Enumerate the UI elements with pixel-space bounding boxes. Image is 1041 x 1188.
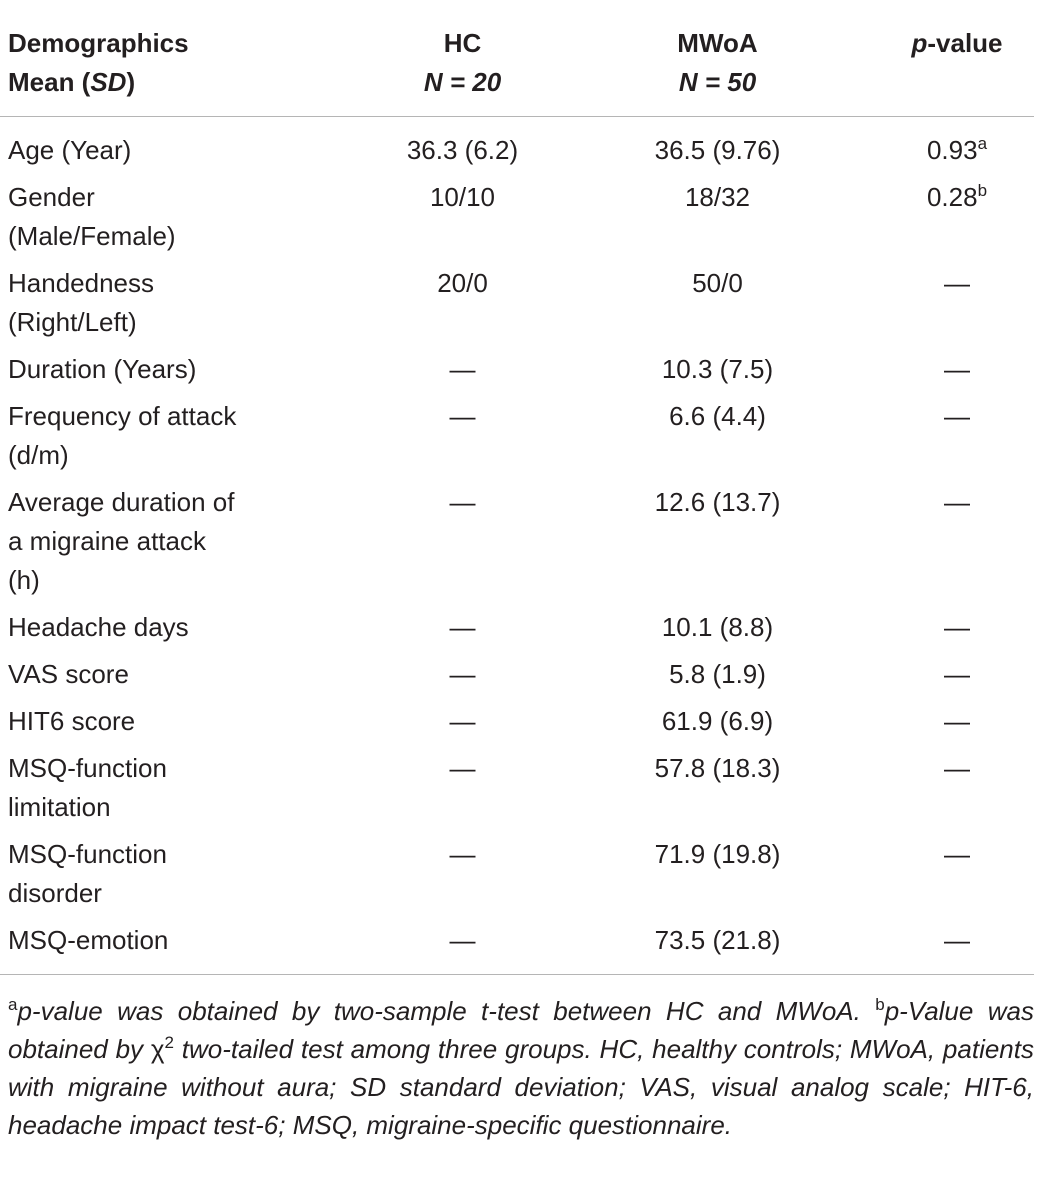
table-row [0, 835, 1034, 921]
row-label [0, 483, 370, 608]
cell-mwoa: 57.8 (18.3) [654, 753, 781, 783]
footnote-chi: χ [150, 1034, 165, 1064]
cell-mwoa: 73.5 (21.8) [555, 921, 880, 975]
cell-mwoa: 5.8 (1.9) [669, 659, 766, 689]
header-mwoa [555, 14, 880, 117]
header-hc-n-text: N = 20 [423, 67, 502, 97]
header-demographics-line1: Demographics [8, 28, 189, 58]
p-value-footnote-marker: a [977, 134, 988, 153]
cell-p-value [880, 835, 1034, 921]
cell-hc: 10/10 [429, 182, 496, 212]
header-p-value-line1 [880, 24, 1034, 63]
cell-mwoa: 36.5 (9.76) [654, 135, 781, 165]
table-row [0, 264, 1034, 350]
p-value-text: — [944, 753, 970, 783]
p-value-text: — [944, 925, 970, 955]
row-label [0, 921, 370, 975]
header-hc-line1: HC [443, 28, 482, 58]
p-value-text: — [944, 659, 970, 689]
cell-hc: — [449, 753, 476, 783]
header-hc [370, 14, 555, 117]
row-label-line: (Right/Left) [8, 307, 137, 337]
cell-mwoa: 61.9 (6.9) [661, 706, 774, 736]
header-demographics-line2 [8, 63, 370, 102]
table-footnote [8, 992, 1034, 1144]
p-value-text: — [944, 401, 970, 431]
header-hc-n [370, 63, 555, 102]
header-mwoa-n-text: N = 50 [678, 67, 757, 97]
row-label [0, 117, 370, 179]
header-mwoa-n [555, 63, 880, 102]
row-label-line: Average duration of [8, 487, 235, 517]
p-value-text: — [944, 839, 970, 869]
table-body [0, 117, 1034, 975]
header-sd: SD [90, 67, 127, 97]
table-row [0, 921, 1034, 975]
table-row [0, 655, 1034, 702]
cell-hc: — [449, 659, 476, 689]
row-label [0, 397, 370, 483]
row-label-line: Duration (Years) [8, 354, 197, 384]
cell-hc: — [449, 401, 476, 431]
cell-mwoa: 10.3 (7.5) [661, 354, 774, 384]
p-value-text: — [944, 354, 970, 384]
row-label [0, 608, 370, 655]
cell-hc: — [370, 921, 555, 975]
header-demographics [0, 14, 370, 117]
cell-hc: — [449, 354, 476, 384]
cell-p-value [880, 608, 1034, 655]
table-row [0, 749, 1034, 835]
cell-p-value [880, 921, 1034, 975]
cell-p-value [880, 655, 1034, 702]
row-label [0, 264, 370, 350]
cell-mwoa: 12.6 (13.7) [654, 487, 781, 517]
cell-p-value [880, 350, 1034, 397]
cell-hc: — [449, 839, 476, 869]
cell-mwoa: 18/32 [684, 182, 751, 212]
cell-hc: — [449, 706, 476, 736]
row-label [0, 702, 370, 749]
cell-mwoa: 50/0 [692, 268, 743, 298]
row-label [0, 178, 370, 264]
p-value-text: — [944, 487, 970, 517]
footnote-text-b1: p-Value was obtained by [8, 996, 1034, 1064]
row-label-line: MSQ-function [8, 839, 167, 869]
cell-mwoa: 71.9 (19.8) [654, 839, 781, 869]
p-value-text: 0.93 [926, 135, 978, 165]
row-label-line: Frequency of attack [8, 401, 237, 431]
cell-mwoa: 10.1 (8.8) [661, 612, 774, 642]
footnote-chi-sup: 2 [164, 1033, 174, 1052]
header-p-rest: -value [927, 28, 1003, 58]
table-row [0, 483, 1034, 608]
cell-p-value [880, 749, 1034, 835]
row-label [0, 655, 370, 702]
row-label-line: VAS score [8, 659, 129, 689]
p-value-text: — [944, 706, 970, 736]
row-label-line: limitation [8, 792, 111, 822]
p-value-footnote-marker: b [977, 181, 988, 200]
cell-hc: — [449, 612, 476, 642]
p-value-text: 0.28 [926, 182, 978, 212]
p-value-text: — [944, 268, 970, 298]
header-mean-pre: Mean ( [8, 67, 91, 97]
row-label [0, 835, 370, 921]
row-label-line: (d/m) [8, 440, 69, 470]
cell-mwoa: 6.6 (4.4) [669, 401, 766, 431]
header-p-em: p [911, 28, 928, 58]
table-row [0, 117, 1034, 179]
header-p-value [880, 14, 1034, 117]
row-label-line: (h) [8, 565, 40, 595]
cell-p-value [880, 483, 1034, 608]
cell-hc: 36.3 (6.2) [406, 135, 519, 165]
cell-hc: 20/0 [437, 268, 488, 298]
row-label-line: Age (Year) [8, 135, 132, 165]
row-label-line: MSQ-function [8, 753, 167, 783]
row-label-line: MSQ-emotion [8, 925, 169, 955]
row-label-line: (Male/Female) [8, 221, 176, 251]
demographics-table [0, 14, 1034, 975]
row-label-line: Handedness [8, 268, 154, 298]
p-value-text: — [944, 612, 970, 642]
cell-p-value [880, 397, 1034, 483]
row-label-line: a migraine attack [8, 526, 206, 556]
footnote-text-b2: two-tailed test among three groups. HC, healthy controls; MWoA, patients with migraine without aura; SD standard deviation; VAS, visual analog scale; HIT-6, headache impact test-6; MSQ, migraine-specific questionnaire. [8, 1034, 1034, 1140]
cell-p-value [880, 178, 1034, 264]
row-label-line: HIT6 score [8, 706, 136, 736]
header-mwoa-line1: MWoA [677, 28, 758, 58]
footnote-sup-a: a [8, 995, 18, 1014]
cell-hc: — [449, 487, 476, 517]
cell-p-value [880, 264, 1034, 350]
table-row [0, 178, 1034, 264]
row-label-line: Headache days [8, 612, 189, 642]
table-row [0, 608, 1034, 655]
cell-p-value [880, 117, 1034, 179]
table-row [0, 350, 1034, 397]
row-label-line: Gender [8, 182, 95, 212]
table-header [0, 14, 1034, 117]
row-label-line: disorder [8, 878, 102, 908]
row-label [0, 350, 370, 397]
header-row [0, 14, 1034, 117]
table-row [0, 397, 1034, 483]
row-label [0, 749, 370, 835]
cell-p-value [880, 702, 1034, 749]
table-row [0, 702, 1034, 749]
footnote-text-a: p-value was obtained by two-sample t-test between HC and MWoA. [17, 996, 876, 1026]
header-mean-post: ) [126, 67, 136, 97]
footnote-sup-b: b [875, 995, 885, 1014]
